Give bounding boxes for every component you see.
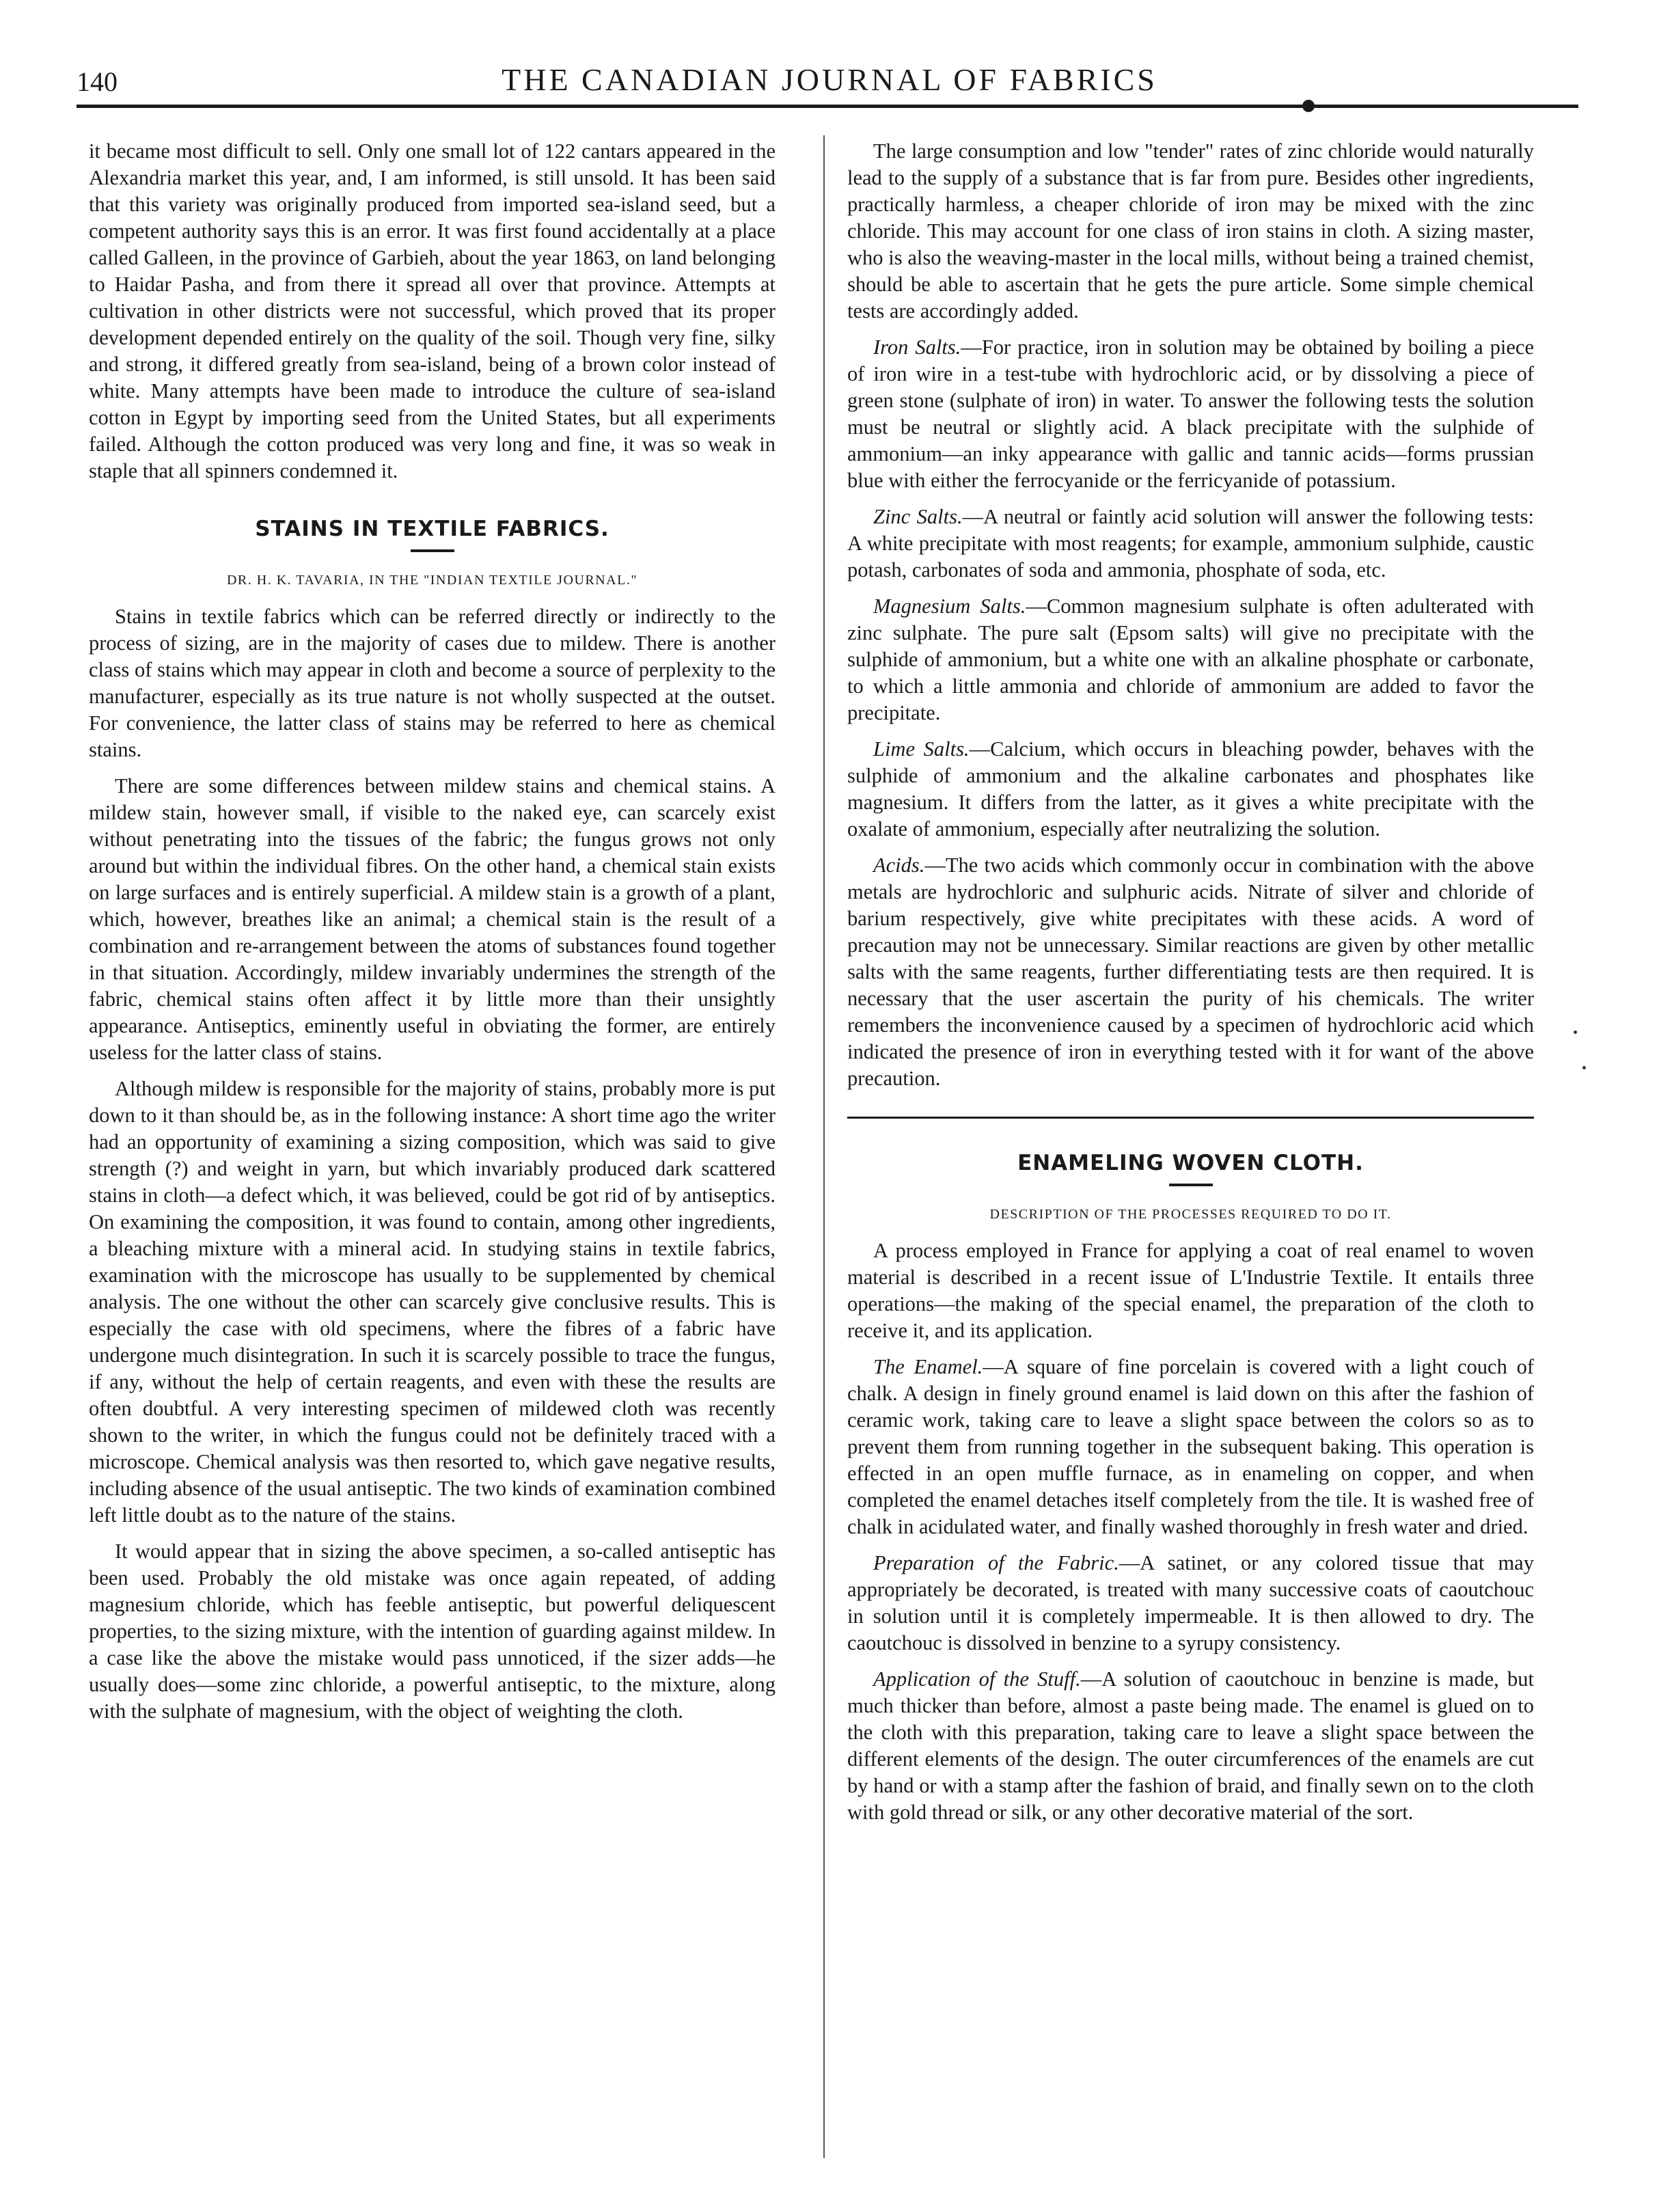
fabric-preparation-body: —A satinet, or any colored tissue that may appropriately be decorated, is treated with many successive coats of caoutchouc in solution until it is completely impermeable. It is then allowed to dry. The caoutchouc is dissolved in benzine to a syrupy consistency.: [847, 1551, 1534, 1654]
stains-paragraph-1: Stains in textile fabrics which can be referred directly or indirectly to the process of sizing, are in the majority of cases due to mildew. There is another class of stains which may appear in cloth and become a source of perplexity to the manufacturer, especially as its true nature is not wholly suspected at the outset. For convenience, the latter class of stains may be referred to here as chemical stains.: [89, 605, 776, 761]
enameling-paragraph-1: A process employed in France for applying a coat of real enamel to woven material is described in a recent issue of L'Industrie Textile. It entails three operations—the making of the special enamel, the preparation of the cloth to receive it, and its application.: [847, 1239, 1534, 1342]
lime-salts-lead: Lime Salts.: [873, 737, 970, 761]
iron-salts-body: —For practice, iron in solution may be obtained by boiling a piece of iron wire in a test-tube with hydrochloric acid, or by dissolving a piece of green stone (sulphate of iron) in water. To answer the following tests the solution must be neutral or slightly acid. A black precipitate with the sulphide of ammonium—an inky appearance with gallic and tannic acids—forms prussian blue with either the ferrocyanide or the ferricyanide of potassium.: [847, 336, 1534, 492]
stains-paragraph-4: It would appear that in sizing the above specimen, a so-called antiseptic has been used. Probably the old mistake was once again repeated, of adding magnesium chloride, which has feeble antiseptic, but powerful deliquescent properties, to the sizing mixture, with the intention of guarding against mildew. In a case like the above the mistake would pass unnoticed, if the sizer adds—he usually does—some zinc chloride, a powerful antiseptic, to the mixture, along with the sulphate of magnesium, with the object of weighting the cloth.: [89, 1540, 776, 1723]
iron-salts-lead: Iron Salts.: [873, 336, 961, 359]
iron-salts-paragraph: [847, 334, 1534, 494]
acids-paragraph: [847, 852, 1534, 1092]
column-divider: [823, 135, 825, 2158]
lime-salts-paragraph: [847, 736, 1534, 843]
enamel-body: —A square of fine porcelain is covered with a light couch of chalk. A design in finely ground enamel is laid down on this after the fashion of ceramic work, taking care to leave a slight space between the colors so as to prevent them from running together in the subsequent baking. This operation is effected in an open muffle furnace, as in enameling on copper, and when completed the enamel detaches itself completely from the tile. It is washed free of chalk in acidulated water, and finally washed thoroughly in fresh water and dried.: [847, 1355, 1535, 1538]
page-number: 140: [77, 66, 118, 97]
fabric-preparation-paragraph: [847, 1550, 1534, 1656]
stains-heading-rule: [411, 549, 454, 552]
enamel-paragraph: [847, 1354, 1534, 1540]
stains-byline: DR. H. K. TAVARIA, IN THE "INDIAN TEXTILE JOURNAL.": [226, 573, 638, 588]
stains-paragraph-3: Although mildew is responsible for the majority of stains, probably more is put down to it than should be, as in the following instance: A short time ago the writer had an opportunity of examining a sizing composition, which was said to give strength (?) and weight in yarn, but which invariably produced dark scattered stains in cloth—a defect which, it was believed, could be got rid of by antiseptics. On examining the composition, it was found to contain, among other ingredients, a bleaching mixture with a mineral acid. In studying stains in textile fabrics, examination with the microscope has usually to be supplemented by chemical analysis. The one without the other can scarcely give conclusive results. This is especially the case with old specimens, where the fibres of a fabric have undergone much disintegration. In such it is scarcely possible to trace the fungus, if any, without the help of certain reagents, and even with these the results are often doubtful. A very interesting specimen of mildewed cloth was recently shown to the writer, in which the fungus could not be definitely traced with a microscope. Chemical analysis was then resorted to, which gave negative results, including absence of the usual antiseptic. The two kinds of examination combined left little doubt as to the nature of the stains.: [89, 1077, 776, 1527]
stains-paragraph-2: There are some differences between mildew stains and chemical stains. A mildew stain, however small, if visible to the naked eye, can scarcely exist without penetrating into the tissues of the fabric; the fungus grows not only around but within the individual fibres. On the other hand, a chemical stain exists on large surfaces and is entirely superficial. A mildew stain is a growth of a plant, which, however, breathes like an animal; a chemical stain is the result of a combination and re-arrangement between the atoms of substances found together in that situation. Accordingly, mildew invariably undermines the strength of the fabric, chemical stains often affect it by little more than their unsightly appearance. Antiseptics, eminently useful in obviating the former, are entirely useless for the latter class of stains.: [89, 774, 776, 1064]
magnesium-salts-body: —Common magnesium sulphate is often adulterated with zinc sulphate. The pure salt (Epsom salts) will give no precipitate with the sulphide of ammonium, but a white one with an alkaline phosphate or carbonate, to which a little ammonia and chloride of ammonium are added to favor the precipitate.: [847, 595, 1534, 724]
application-body: —A solution of caoutchouc in benzine is made, but much thicker than before, almost a paste being made. The enamel is glued on to the cloth with this preparation, taking care to leave a slight space between the different elements of the design. The outer circumferences of the enamels are cut by hand or with a stamp after the fashion of braid, and finally sewn on to the cloth with gold thread or silk, or any other decorative material of the sort.: [847, 1667, 1534, 1824]
acids-lead: Acids.: [873, 854, 925, 877]
page-header: [0, 0, 1659, 116]
enameling-heading-rule: [1169, 1184, 1213, 1186]
enameling-heading: ENAMELING WOVEN CLOTH.: [1017, 1151, 1364, 1175]
section-rule: [847, 1117, 1534, 1119]
zinc-salts-paragraph: [847, 504, 1534, 584]
application-paragraph: [847, 1666, 1534, 1826]
scan-speck: [1582, 1066, 1586, 1069]
application-lead: Application of the Stuff.: [873, 1667, 1081, 1691]
acids-body: —The two acids which commonly occur in combination with the above metals are hydrochloric and sulphuric acids. Nitrate of silver and chloride of barium respectively, give white precipitates with these acids. A word of precaution may not be unnecessary. Similar reactions are given by other metallic salts with the same reagents, further differentiating tests are then required. It is necessary that the user ascertain the purity of his chemicals. The writer remembers the inconvenience caused by a specimen of hydrochloric acid which indicated the presence of iron in everything tested with it for want of the above precaution.: [847, 854, 1534, 1090]
zinc-salts-lead: Zinc Salts.: [873, 505, 963, 528]
journal-title: THE CANADIAN JOURNAL OF FABRICS: [502, 62, 1157, 97]
magnesium-salts-paragraph: [847, 593, 1534, 726]
magnesium-salts-lead: Magnesium Salts.: [873, 595, 1026, 618]
zinc-chloride-paragraph: The large consumption and low "tender" rates of zinc chloride would naturally lead to the supply of a substance that is far from pure. Besides other ingredients, practically harmless, a cheaper chloride of iron may be mixed with the zinc chloride. This may account for one class of iron stains in cloth. A sizing master, who is also the weaving-master in the local mills, without being a trained chemist, should be able to ascertain that he gets the pure article. Some simple chemical tests are accordingly added.: [847, 139, 1534, 323]
left-column: [89, 138, 776, 1734]
right-column: [847, 138, 1534, 1835]
lime-salts-body: —Calcium, which occurs in bleaching powder, behaves with the sulphide of ammonium and the alkaline carbonates and phosphates like magnesium. It differs from the latter, as it gives a white precipitate with the oxalate of ammonium, especially after neutralizing the solution.: [847, 737, 1534, 841]
header-rule: [77, 105, 1578, 108]
scan-speck: [1574, 1030, 1577, 1034]
stains-heading: STAINS IN TEXTILE FABRICS.: [255, 517, 609, 541]
fabric-preparation-lead: Preparation of the Fabric.: [873, 1551, 1119, 1574]
enamel-lead: The Enamel.: [873, 1355, 983, 1378]
zinc-salts-body: —A neutral or faintly acid solution will answer the following tests: A white precipitate with most reagents; for example, ammonium sulphide, caustic potash, carbonates of soda and ammonia, phosphate of soda, etc.: [847, 505, 1534, 582]
header-rule-dot: [1302, 100, 1315, 112]
cotton-continuation-paragraph: it became most difficult to sell. Only one small lot of 122 cantars appeared in the Alexandria market this year, and, I am informed, is still unsold. It has been said that this variety was originally produced from imported sea-island seed, but a competent authority says this is an error. It was first found accidentally at a place called Galleen, in the province of Garbieh, about the year 1863, on land belonging to Haidar Pasha, and from there it spread all over that province. Attempts at cultivation in other districts were not successful, which proved that its proper development depended entirely on the quality of the soil. Though very fine, silky and strong, it differed greatly from sea-island, being of a brown color instead of white. Many attempts have been made to introduce the culture of sea-island cotton in Egypt by importing seed from the United States, but all experiments failed. Although the cotton produced was very long and fine, it was so weak in staple that all spinners condemned it.: [89, 139, 776, 482]
enameling-byline: DESCRIPTION OF THE PROCESSES REQUIRED TO DO IT.: [989, 1207, 1392, 1222]
